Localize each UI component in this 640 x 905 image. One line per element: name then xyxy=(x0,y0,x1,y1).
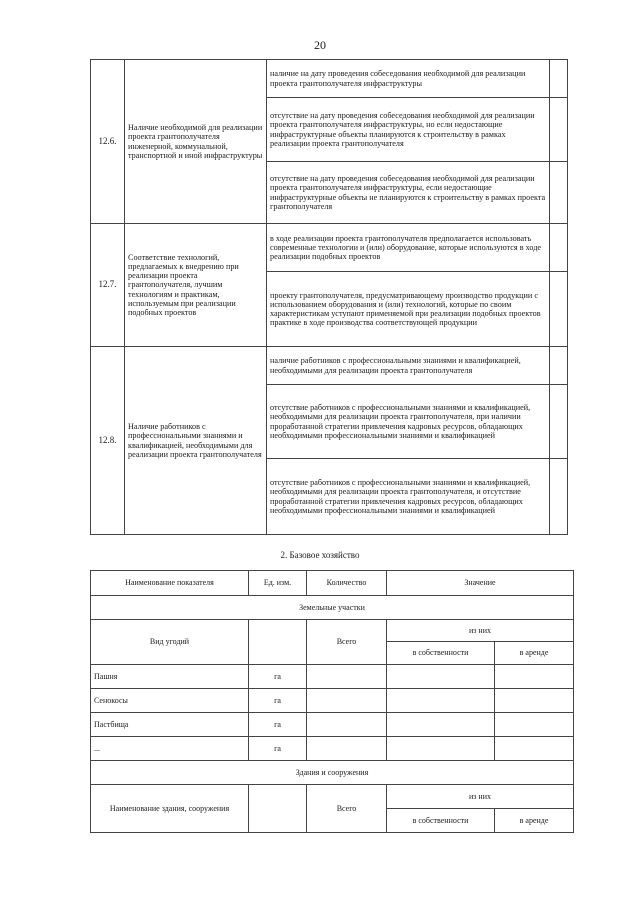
of-which-header: из них xyxy=(387,785,574,809)
header-indicator: Наименование показателя xyxy=(91,571,249,596)
table-row xyxy=(91,689,574,713)
table-row xyxy=(91,665,574,689)
section-title: 2. Базовое хозяйство xyxy=(280,550,360,560)
land-unit: га xyxy=(249,713,307,737)
base-farm-table xyxy=(90,570,574,833)
leased-header: в аренде xyxy=(495,809,574,833)
land-unit: га xyxy=(249,689,307,713)
score-cell[interactable] xyxy=(550,347,568,385)
criterion-number: 12.8. xyxy=(91,347,125,535)
page-number: 20 xyxy=(314,38,326,52)
score-cell[interactable] xyxy=(550,162,568,224)
land-name: Пастбища xyxy=(91,713,249,737)
criterion-name: Соответствие технологий, предлагаемых к внедрению при реализации проекта грантополучателя, лучшим технологиям и практикам, используемым при реализации подобных проектов xyxy=(125,224,267,347)
building-total-header: Всего xyxy=(307,785,387,833)
criterion-option: отсутствие на дату проведения собеседования необходимой для реализации проекта грантополучателя инфраструктуры, если недостающие инфраструктурные объекты не планируются к строительству в рамках проекта грантополучателя xyxy=(267,162,550,224)
table-row xyxy=(91,713,574,737)
value-cell[interactable] xyxy=(307,737,387,761)
score-cell[interactable] xyxy=(550,60,568,98)
criterion-name: Наличие необходимой для реализации проекта грантополучателя инженерной, коммунальной, транспортной и иной инфраструктуры xyxy=(125,60,267,224)
value-cell[interactable] xyxy=(495,689,574,713)
header-value: Значение xyxy=(387,571,574,596)
score-cell[interactable] xyxy=(550,98,568,162)
criterion-number: 12.6. xyxy=(91,60,125,224)
value-cell[interactable] xyxy=(387,737,495,761)
empty-cell xyxy=(249,785,307,833)
owned-header: в собственности xyxy=(387,809,495,833)
empty-cell xyxy=(249,620,307,665)
value-cell[interactable] xyxy=(307,689,387,713)
criteria-table xyxy=(90,59,568,535)
land-section-title: Земельные участки xyxy=(91,596,574,620)
score-cell[interactable] xyxy=(550,224,568,272)
buildings-section-title: Здания и сооружения xyxy=(91,761,574,785)
land-name: Сенокосы xyxy=(91,689,249,713)
score-cell[interactable] xyxy=(550,385,568,459)
criterion-option: наличие работников с профессиональными знаниями и квалификацией, необходимыми для реализации проекта грантополучателя xyxy=(267,347,550,385)
score-cell[interactable] xyxy=(550,459,568,535)
value-cell[interactable] xyxy=(307,665,387,689)
land-unit: га xyxy=(249,665,307,689)
value-cell[interactable] xyxy=(387,665,495,689)
criterion-option: проекту грантополучателя, предусматривающему производство продукции с использованием оборудования и (или) технологий, которые по своим характеристикам уступают применяемой при реализации подобных проектов практике в ходе производства соответствующей продукции xyxy=(267,272,550,347)
leased-header: в аренде xyxy=(495,642,574,665)
table-row xyxy=(91,737,574,761)
criterion-number: 12.7. xyxy=(91,224,125,347)
value-cell[interactable] xyxy=(495,713,574,737)
criterion-name: Наличие работников с профессиональными знаниями и квалификацией, необходимыми для реализации проекта грантополучателя xyxy=(125,347,267,535)
header-unit: Ед. изм. xyxy=(249,571,307,596)
criterion-option: отсутствие работников с профессиональными знаниями и квалификацией, необходимыми для реализации проекта грантополучателя, при наличии проработанной стратегии привлечения кадровых ресурсов, обладающих необходимыми профессиональными знаниями и квалификацией xyxy=(267,385,550,459)
land-name: Пашня xyxy=(91,665,249,689)
value-cell[interactable] xyxy=(495,737,574,761)
score-cell[interactable] xyxy=(550,272,568,347)
land-unit: га xyxy=(249,737,307,761)
value-cell[interactable] xyxy=(495,665,574,689)
header-quantity: Количество xyxy=(307,571,387,596)
value-cell[interactable] xyxy=(387,689,495,713)
land-name: ... xyxy=(91,737,249,761)
building-name-header: Наименование здания, сооружения xyxy=(91,785,249,833)
land-total-header: Всего xyxy=(307,620,387,665)
criterion-option: наличие на дату проведения собеседования необходимой для реализации проекта грантополучателя инфраструктуры xyxy=(267,60,550,98)
owned-header: в собственности xyxy=(387,642,495,665)
of-which-header: из них xyxy=(387,620,574,642)
criterion-option: отсутствие на дату проведения собеседования необходимой для реализации проекта грантополучателя инфраструктуры, но если недостающие инфраструктурные объекты планируются к строительству в рамках реализации проекта грантополучателя xyxy=(267,98,550,162)
value-cell[interactable] xyxy=(387,713,495,737)
value-cell[interactable] xyxy=(307,713,387,737)
criterion-option: отсутствие работников с профессиональными знаниями и квалификацией, необходимыми для реализации проекта грантополучателя, и отсутствие проработанной стратегии привлечения кадровых ресурсов, обладающих необходимыми профессиональными знаниями и квалификацией xyxy=(267,459,550,535)
criterion-option: в ходе реализации проекта грантополучателя предполагается использовать современные технологии и (или) оборудование, которые используются в ходе реализации подобных проектов xyxy=(267,224,550,272)
land-type-header: Вид угодий xyxy=(91,620,249,665)
